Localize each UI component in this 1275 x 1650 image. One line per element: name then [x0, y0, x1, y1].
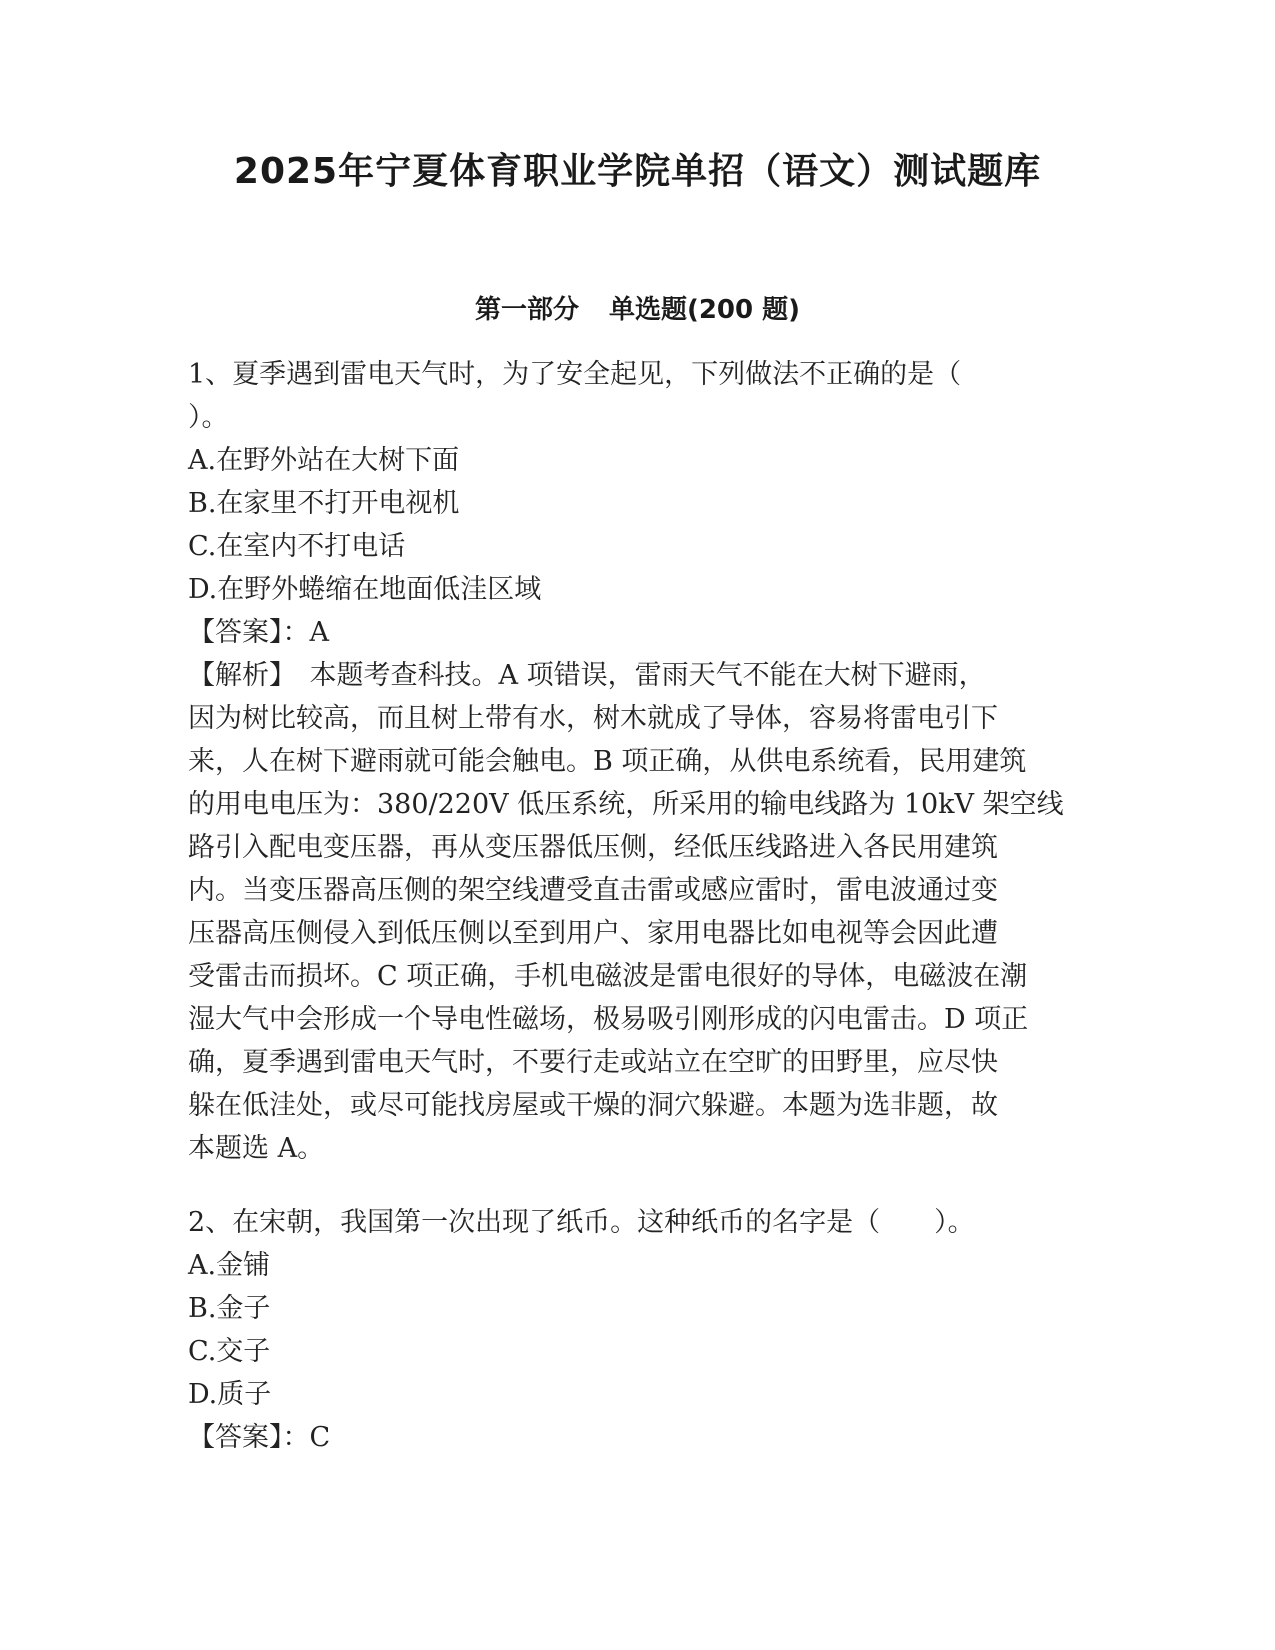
analysis-line: 【解析】 本题考查科技。A 项错误，雷雨天气不能在大树下避雨， — [188, 660, 986, 691]
analysis-line: 躲在低洼处，或尽可能找房屋或干燥的洞穴躲避。本题为选非题，故 — [188, 1090, 998, 1121]
question-stem-line: 2、在宋朝，我国第一次出现了纸币。这种纸币的名字是（ ）。 — [188, 1207, 975, 1238]
option-d: D.质子 — [188, 1379, 272, 1410]
question-2 — [188, 1201, 1088, 1459]
question-stem-line: ）。 — [188, 402, 229, 433]
analysis-line: 受雷击而损坏。C 项正确，手机电磁波是雷电很好的导体，电磁波在潮 — [188, 961, 1028, 992]
answer-line: 【答案】：C — [188, 1422, 331, 1453]
answer-line: 【答案】：A — [188, 617, 329, 648]
option-a: A.金铺 — [188, 1250, 271, 1281]
option-c: C.交子 — [188, 1336, 271, 1367]
analysis-line: 因为树比较高，而且树上带有水，树木就成了导体，容易将雷电引下 — [188, 703, 998, 734]
option-b: B.在家里不打开电视机 — [188, 488, 460, 519]
analysis-line: 路引入配电变压器，再从变压器低压侧，经低压线路进入各民用建筑 — [188, 832, 998, 863]
option-a: A.在野外站在大树下面 — [188, 445, 460, 476]
analysis-line: 确，夏季遇到雷电天气时，不要行走或站立在空旷的田野里，应尽快 — [188, 1047, 998, 1078]
section-name: 单选题(200 题) — [608, 295, 801, 325]
option-b: B.金子 — [188, 1293, 271, 1324]
analysis-line: 本题选 A。 — [188, 1133, 325, 1164]
analysis-line: 压器高压侧侵入到低压侧以至到用户、家用电器比如电视等会因此遭 — [188, 918, 998, 949]
page-title: 2025年宁夏体育职业学院单招（语文）测试题库 — [233, 151, 1042, 192]
section-heading — [0, 292, 1275, 328]
analysis-line: 的用电电压为：380/220V 低压系统，所采用的输电线路为 10kV 架空线 — [188, 789, 1064, 820]
analysis-line: 湿大气中会形成一个导电性磁场，极易吸引刚形成的闪电雷击。D 项正 — [188, 1004, 1029, 1035]
option-c: C.在室内不打电话 — [188, 531, 406, 562]
section-part: 第一部分 — [474, 295, 579, 325]
question-stem-line: 1、夏季遇到雷电天气时，为了安全起见，下列做法不正确的是（ — [188, 359, 962, 390]
analysis-line: 内。当变压器高压侧的架空线遭受直击雷或感应雷时，雷电波通过变 — [188, 875, 998, 906]
question-1 — [188, 353, 1088, 1170]
analysis-line: 来，人在树下避雨就可能会触电。B 项正确，从供电系统看，民用建筑 — [188, 746, 1027, 777]
option-d: D.在野外蜷缩在地面低洼区域 — [188, 574, 542, 605]
